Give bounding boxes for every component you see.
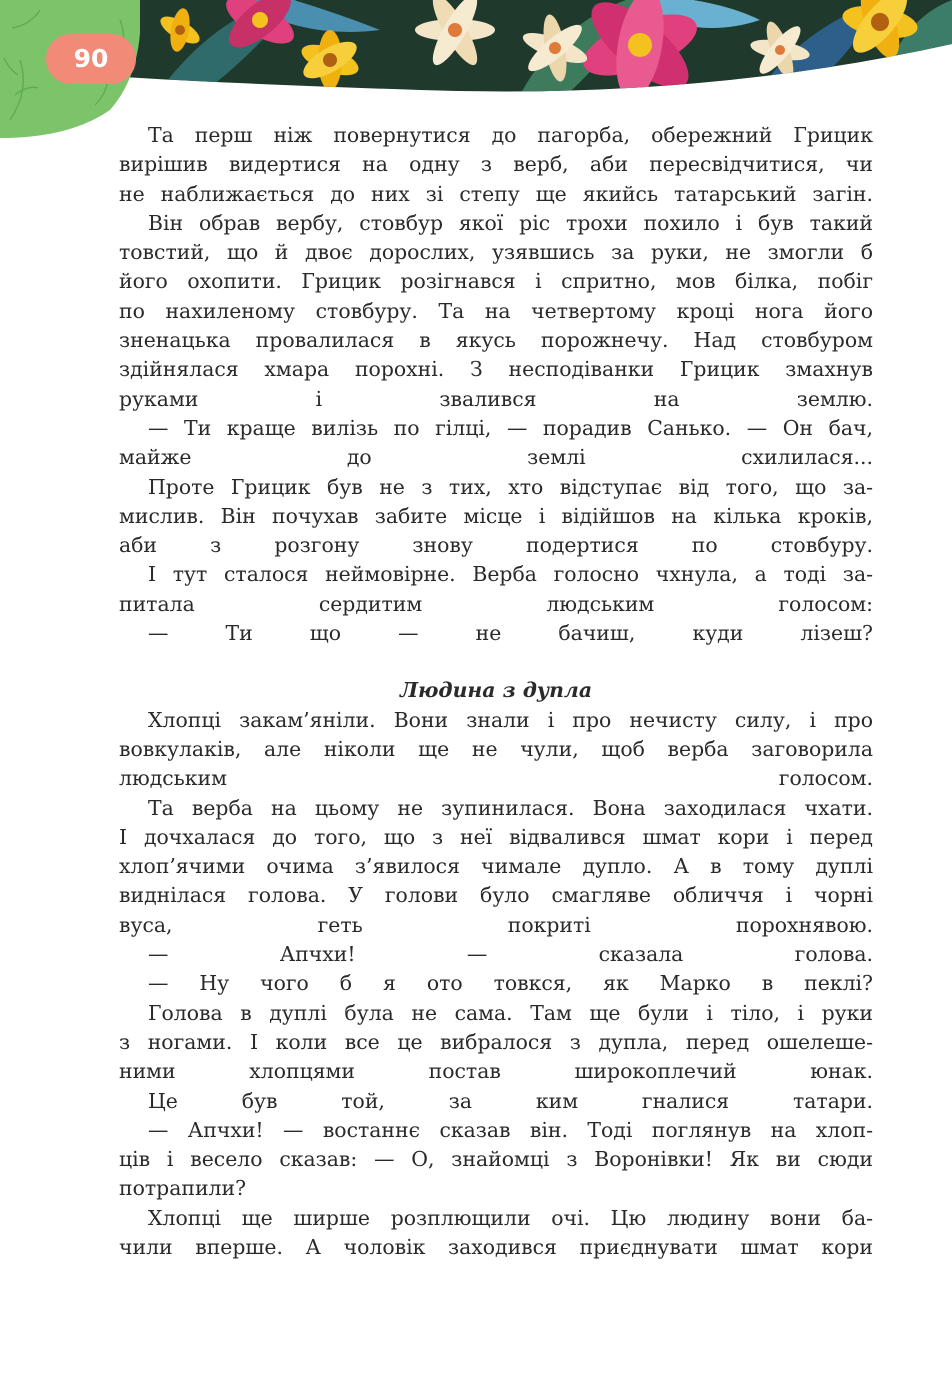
paragraph: [119, 706, 873, 794]
text-body: [119, 121, 873, 1262]
text-line: ців і весело сказав: — О, знайомці з Воронівки! Як ви сюди: [119, 1147, 873, 1172]
text-line: потрапили?: [119, 1176, 247, 1201]
text-line: майже до землі схилилася...: [119, 445, 873, 470]
paragraph: [119, 999, 873, 1087]
text-line: руками і звалився на землю.: [119, 386, 873, 411]
text-line: Хлопці ще ширше розплющили очі. Цю людину вони ба-: [148, 1205, 873, 1230]
text-line: І дочхалася до того, що з неї відвалився шмат кори і перед: [119, 824, 873, 849]
text-line: з ногами. І коли все це вибралося з дупла, перед ошелеше-: [119, 1029, 873, 1054]
paragraph: [119, 209, 873, 414]
text-line: Голова в дуплі була не сама. Там ще були і тіло, і руки: [148, 1000, 873, 1025]
paragraph: [119, 940, 873, 969]
text-line: Та перш ніж повернутися до пагорба, обережний Грицик: [148, 123, 873, 147]
text-line: — Апчхи! — востаннє сказав він. Тоді поглянув на хлоп-: [148, 1117, 873, 1142]
paragraph: [119, 1116, 873, 1204]
paragraphs-before: [119, 121, 873, 648]
text-line: чили вперше. А чоловік заходився приєднувати шмат кори: [119, 1234, 873, 1259]
paragraph: [119, 969, 873, 998]
paragraphs-after: [119, 706, 873, 1263]
text-line: — Ну чого б я ото товкся, як Марко в пеклі?: [148, 971, 873, 996]
text-line: І тут сталося неймовірне. Верба голосно чхнула, а тоді за-: [148, 562, 873, 587]
paragraph: [119, 560, 873, 619]
paragraph: [119, 619, 873, 648]
floral-banner: [0, 0, 952, 92]
text-line: вуса, геть покриті порохнявою.: [119, 912, 873, 937]
paragraph: [119, 121, 873, 209]
text-line: — Ти краще вилізь по гілці, — порадив Санько. — Он бач,: [148, 415, 873, 440]
text-line: його охопити. Грицик розігнався і спритно, мов білка, побіг: [119, 269, 873, 294]
text-line: питала сердитим людським голосом:: [119, 591, 873, 616]
paragraph: [119, 1087, 873, 1116]
text-line: хлоп’ячими очима з’явилося чимале дупло. А в тому дуплі: [119, 854, 873, 879]
paragraph: [119, 1204, 873, 1263]
text-line: здійнялася хмара порохні. З несподіванки Грицик змахнув: [119, 357, 873, 382]
leaf-corner: [0, 0, 140, 138]
text-line: людським голосом.: [119, 766, 873, 791]
text-line: вирішив видертися на одну з верб, аби пересвідчитися, чи: [119, 152, 873, 177]
text-line: по нахиленому стовбуру. Та на четвертому кроці нога його: [119, 298, 873, 323]
page-number: 90: [46, 34, 136, 84]
paragraph: [119, 473, 873, 561]
text-line: ними хлопцями постав широкоплечий юнак.: [119, 1059, 873, 1084]
text-line: Проте Грицик був не з тих, хто відступає від того, що за-: [148, 474, 873, 499]
text-line: виднілася голова. У голови було смагляве обличчя і чорні: [119, 883, 873, 908]
text-line: — Ти що — не бачиш, куди лізеш?: [148, 621, 873, 646]
section-heading: Людина з дупла: [399, 678, 593, 703]
text-line: — Апчхи! — сказала голова.: [148, 942, 873, 967]
text-line: Це був той, за ким гналися татари.: [148, 1088, 873, 1113]
text-line: Він обрав вербу, стовбур якої ріс трохи похило і був такий: [148, 210, 873, 235]
text-line: Хлопці закам’яніли. Вони знали і про нечисту силу, і про: [148, 707, 873, 732]
text-line: Та верба на цьому не зупинилася. Вона заходилася чхати.: [148, 795, 873, 820]
paragraph: [119, 794, 873, 940]
text-line: не наближається до них зі степу ще якийсь татарський загін.: [119, 181, 873, 206]
text-line: товстий, що й двоє дорослих, узявшись за руки, не змогли б: [119, 240, 873, 265]
text-line: мислив. Він почухав забите місце і відійшов на кілька кроків,: [119, 503, 873, 528]
paragraph: [119, 414, 873, 473]
text-line: аби з розгону знову подертися по стовбуру.: [119, 533, 873, 558]
text-line: зненацька провалилася в якусь порожнечу. Над стовбуром: [119, 328, 873, 353]
text-line: вовкулаків, але ніколи ще не чули, щоб верба заговорила: [119, 736, 873, 761]
